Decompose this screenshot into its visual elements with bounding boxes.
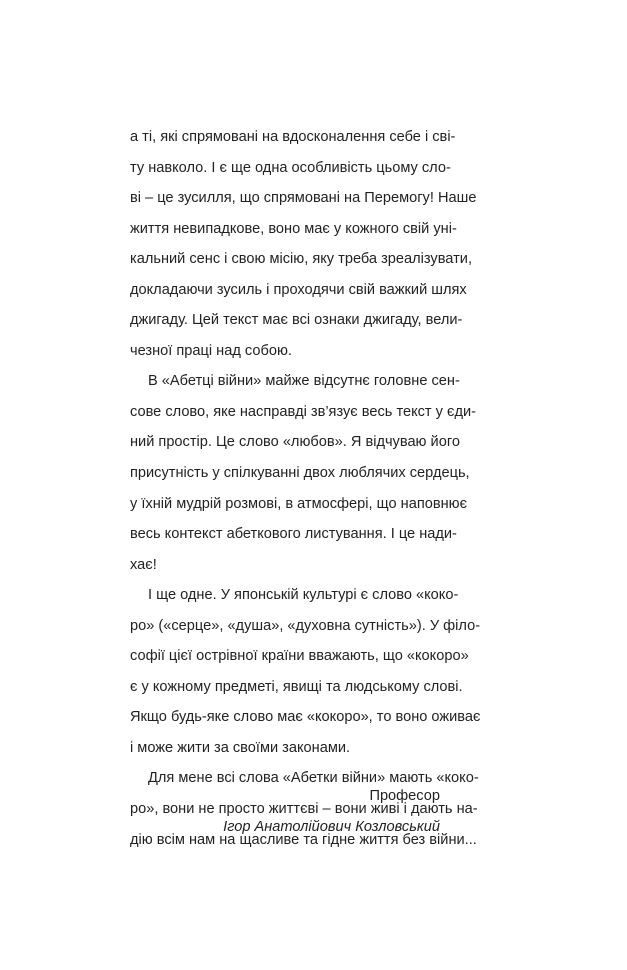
text-line: сове слово, яке насправді зв’язує весь текст у єди- xyxy=(130,403,476,420)
text-line: присутність у спілкуванні двох люблячих сердець, xyxy=(130,465,470,482)
text-line: життя невипадкове, воно має у кожного свій уні- xyxy=(130,220,457,237)
text-line: а ті, які спрямовані на вдосконалення себе і сві- xyxy=(130,129,456,145)
text-line: В «Абетці війни» майже відсутнє головне сен- xyxy=(148,373,460,390)
paragraph xyxy=(130,580,481,763)
text-line: Для мене всі слова «Абетки війни» мають «коко- xyxy=(148,770,479,787)
text-line: є у кожному предметі, явищі та людському слові. xyxy=(130,678,463,695)
text-line: І ще одне. У японській культурі є слово «коко- xyxy=(148,587,459,604)
signature-title: Професор xyxy=(369,788,440,804)
signature-name: Ігор Анатолійович Козловський xyxy=(223,819,440,835)
text-line: джигаду. Цей текст має всі ознаки джигаду, вели- xyxy=(130,312,463,329)
text-line: софії цієї острівної країни вважають, що «кокоро» xyxy=(130,648,469,665)
paragraph xyxy=(130,763,479,855)
text-line: хає! xyxy=(130,556,157,573)
text-line: ро» («серце», «душа», «духовна сутність»). У філо- xyxy=(130,617,481,634)
text-line: Якщо будь-яке слово має «кокоро», то воно оживає xyxy=(130,709,481,726)
text-line: ро», вони не просто життєві – вони живі і дають на- xyxy=(130,801,478,818)
text-line: кальний сенс і свою місію, яку треба зреалізувати, xyxy=(130,251,472,268)
body-text xyxy=(130,122,481,855)
text-line: дію всім нам на щасливе та гідне життя без війни... xyxy=(130,831,477,848)
text-line: у їхній мудрій розмові, в атмосфері, що наповнює xyxy=(130,495,468,512)
text-line: ві – це зусилля, що спрямовані на Перемогу! Наше xyxy=(130,190,477,207)
text-line: ту навколо. І є ще одна особливість цьому сло- xyxy=(130,159,451,176)
paragraph xyxy=(130,122,477,366)
text-line: весь контекст абеткового листування. І це нади- xyxy=(130,526,457,543)
text-line: чезної праці над собою. xyxy=(130,342,292,359)
text-line: докладаючи зусиль і проходячи свій важкий шлях xyxy=(130,281,467,298)
text-line: і може жити за своїми законами. xyxy=(130,739,351,756)
text-line: ний простір. Це слово «любов». Я відчуваю його xyxy=(130,434,460,451)
paragraph xyxy=(130,366,476,580)
